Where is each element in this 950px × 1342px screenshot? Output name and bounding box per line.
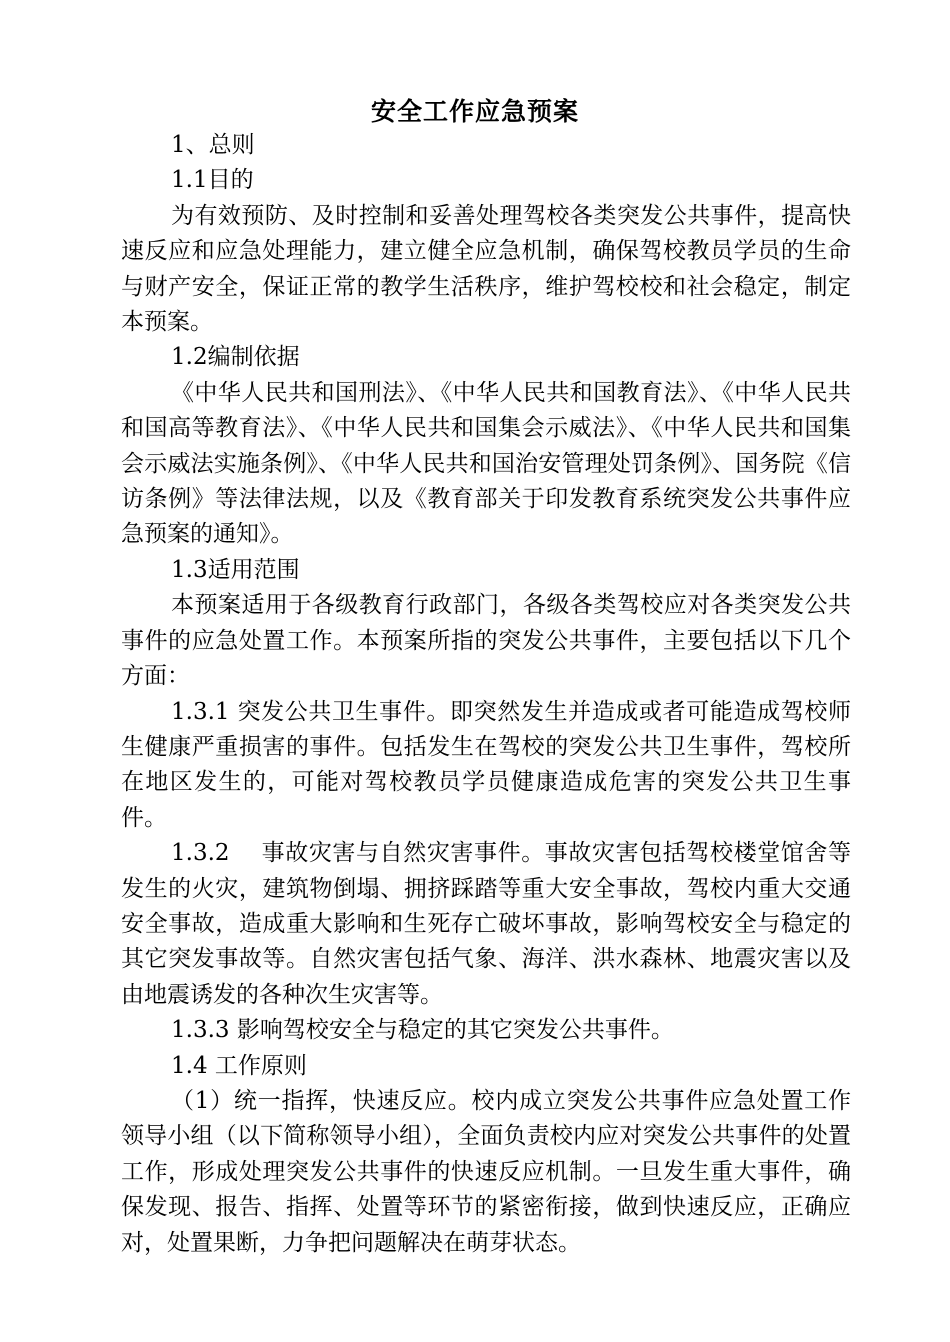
paragraph-scope: 本预案适用于各级教育行政部门，各级各类驾校应对各类突发公共事件的应急处置工作。本预案所指的突发公共事件，主要包括以下几个方面：: [121, 592, 851, 690]
paragraph-basis: 《中华人民共和国刑法》、《中华人民共和国教育法》、《中华人民共和国高等教育法》、《中华人民共和国集会示威法》、《中华人民共和国集会示威法实施条例》、《中华人民共和国治安管理处罚条例》、国务院《信访条例》等法律法规，以及《教育部关于印发教育系统突发公共事件应急预案的通知》。: [121, 379, 851, 548]
paragraph-scope-2: 1.3.2 事故灾害与自然灾害事件。事故灾害包括驾校楼堂馆舍等发生的火灾，建筑物倒塌、拥挤踩踏等重大安全事故，驾校内重大交通安全事故，造成重大影响和生死存亡破坏事故，影响驾校安全与稳定的其它突发事故等。自然灾害包括气象、海洋、洪水森林、地震灾害以及由地震诱发的各种次生灾害等。: [121, 840, 851, 1008]
paragraph-scope-3: 1.3.3 影响驾校安全与稳定的其它突发公共事件。: [171, 1017, 674, 1044]
document-body: [121, 128, 851, 1261]
section-heading-scope: 1.3适用范围: [171, 556, 300, 583]
paragraph-principle-1: （1）统一指挥，快速反应。校内成立突发公共事件应急处置工作领导小组（以下简称领导小组），全面负责校内应对突发公共事件的处置工作，形成处理突发公共事件的快速反应机制。一旦发生重大事件，确保发现、报告、指挥、处置等环节的紧密衔接，做到快速反应，正确应对，处置果断，力争把问题解决在萌芽状态。: [121, 1087, 851, 1256]
paragraph-purpose: 为有效预防、及时控制和妥善处理驾校各类突发公共事件，提高快速反应和应急处理能力，建立健全应急机制，确保驾校教员学员的生命与财产安全，保证正常的教学生活秩序，维护驾校校和社会稳定，制定本预案。: [121, 202, 851, 336]
paragraph-scope-1: 1.3.1 突发公共卫生事件。即突然发生并造成或者可能造成驾校师生健康严重损害的事件。包括发生在驾校的突发公共卫生事件，驾校所在地区发生的，可能对驾校教员学员健康造成危害的突发公共卫生事件。: [121, 698, 851, 831]
section-heading-purpose: 1.1目的: [171, 167, 254, 194]
section-heading-principles: 1.4 工作原则: [171, 1052, 307, 1079]
section-heading-general: 1、总则: [171, 132, 255, 158]
document-title: 安全工作应急预案: [370, 97, 579, 126]
section-heading-basis: 1.2编制依据: [171, 344, 300, 371]
